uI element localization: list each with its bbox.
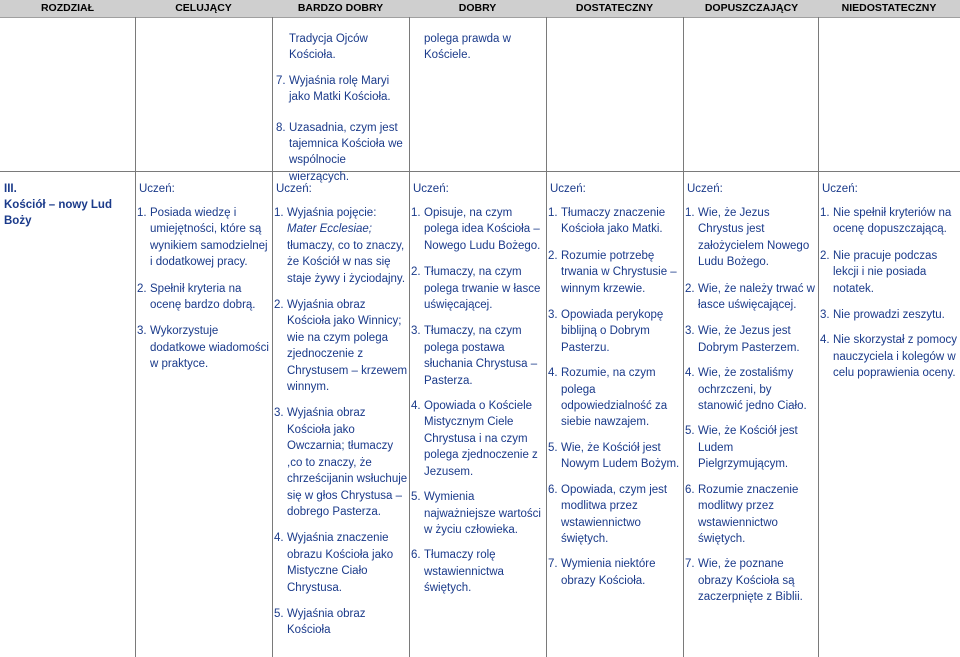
list-item <box>548 556 682 589</box>
list-item-number: 3. <box>820 309 830 322</box>
list-item-number: 1. <box>820 207 830 219</box>
list-item-number: 2. <box>137 282 147 295</box>
celujacy-cell <box>137 205 272 373</box>
list-item <box>820 248 960 297</box>
header-bardzo-dobry: BARDZO DOBRY <box>297 2 384 14</box>
list-item-text: Rozumie znaczenie modlitwy przez wstawiennictwo świętych. <box>698 483 799 545</box>
uczen-label: Uczeń: <box>550 183 586 195</box>
list-item-text: Wie, że Kościół jest Ludem Pielgrzymującym. <box>698 425 798 471</box>
list-item <box>548 307 682 356</box>
list-item-number: 1. <box>411 207 421 219</box>
list-item-text: Wyjaśnia obraz Kościoła <box>287 607 366 637</box>
list-item-text: Tłumaczy, na czym polega postawa słuchania Chrystusa – Pasterza. <box>424 325 538 387</box>
list-item-text: Rozumie, na czym polega odpowiedzialność za siebie nawzajem. <box>561 367 668 429</box>
list-item-number: 4. <box>820 334 830 347</box>
list-item <box>137 323 272 372</box>
latin-term: Mater Ecclesiae; <box>287 223 373 236</box>
column-divider <box>683 17 684 657</box>
list-item-text: Wie, że Jezus jest Dobrym Pasterzem. <box>698 325 800 354</box>
list-item-text: Rozumie potrzebę trwania w Chrystusie – winnym krzewie. <box>561 249 677 295</box>
list-item <box>685 482 818 548</box>
list-item-text: Wyjaśnia obraz Kościoła jako Winnicy; wie na czym polega zjednoczenie z Chrystusem – krzewem winnym. <box>287 299 408 394</box>
list-item <box>274 205 408 287</box>
list-item <box>411 264 545 313</box>
list-item <box>411 398 545 480</box>
list-item <box>274 606 408 639</box>
list-item-number: 7. <box>548 558 558 571</box>
section-number: III. <box>4 183 17 195</box>
list-item-number: 6. <box>548 483 558 496</box>
list-item-number: 4. <box>548 367 558 380</box>
list-item-text: Wie, że poznane obrazy Kościoła są zaczerpnięte z Biblii. <box>698 558 803 604</box>
uczen-label: Uczeń: <box>822 183 858 195</box>
list-item-number: 2. <box>274 299 284 312</box>
list-item-number: 4. <box>274 532 284 545</box>
list-item-number: 7. <box>276 74 286 87</box>
list-item-text: Tradycja Ojców Kościoła. <box>289 33 368 62</box>
dopuszczajacy-cell <box>685 205 818 606</box>
header-dobry: DOBRY <box>458 2 497 14</box>
list-item-text: Wyjaśnia pojęcie: Mater Ecclesiae; tłumaczy, co to znaczy, że Kościół w nas się staje żywy i życiodajny. <box>287 207 406 285</box>
list-item-text: Spełnił kryteria na ocenę bardzo dobrą. <box>150 282 256 312</box>
list-item-text: Tłumaczy, na czym polega trwanie w łasce uświęcającej. <box>424 266 541 312</box>
list-item <box>276 120 408 186</box>
header-niedostateczny: NIEDOSTATECZNY <box>841 2 937 14</box>
list-item <box>685 205 818 271</box>
list-item-text: Nie pracuje podczas lekcji i nie posiada notatek. <box>833 249 938 295</box>
list-item <box>685 281 818 314</box>
uczen-label: Uczeń: <box>687 183 723 195</box>
list-item-text: Wie, że zostaliśmy ochrzczeni, by stanowić jedno Ciało. <box>698 367 807 413</box>
list-item <box>411 205 545 254</box>
list-item-number: 7. <box>685 558 695 571</box>
list-item-number: 2. <box>820 249 830 262</box>
list-item <box>137 205 272 271</box>
list-item <box>685 423 818 472</box>
list-item-text: Tłumaczy znaczenie Kościoła jako Matki. <box>561 207 666 236</box>
list-item-text: Nie spełnił kryteriów na ocenę dopuszczającą. <box>833 207 952 236</box>
list-item <box>411 547 545 596</box>
section-name: Kościół – nowy Lud Boży <box>4 199 112 227</box>
list-item-number: 3. <box>685 325 695 338</box>
list-item-text: Posiada wiedzę i umiejętności, które są wynikiem samodzielnej i dodatkowej pracy. <box>150 207 268 269</box>
list-item-text: Wyjaśnia obraz Kościoła jako Owczarnia; tłumaczy ,co to znaczy, że chrześcijanin wsłuchuje się w głos Chrystusa – dobrego Pasterza. <box>287 407 408 518</box>
list-item <box>820 332 960 381</box>
header-dostateczny: DOSTATECZNY <box>575 2 654 14</box>
list-item <box>274 297 408 395</box>
list-item <box>548 248 682 297</box>
list-item-text: Wie, że Jezus Chrystus jest założycielem Nowego Ludu Bożego. <box>698 207 810 269</box>
list-item <box>274 405 408 520</box>
list-item-text: Tłumaczy rolę wstawiennictwa świętych. <box>424 549 504 595</box>
list-item-text: Nie skorzystał z pomocy nauczyciela i kolegów w celu poprawienia oceny. <box>833 334 957 380</box>
list-item <box>548 440 682 473</box>
column-divider <box>409 17 410 657</box>
list-item-number: 5. <box>685 425 695 438</box>
list-item-number: 1. <box>548 207 558 219</box>
section-title <box>4 181 134 229</box>
list-item-text: Wie, że należy trwać w łasce uświęcającej. <box>698 282 815 312</box>
list-item <box>685 556 818 605</box>
uczen-label: Uczeń: <box>139 183 175 195</box>
uczen-label: Uczeń: <box>276 183 312 195</box>
list-item-text: Wyjaśnia znaczenie obrazu Kościoła jako Mistyczne Ciało Chrystusa. <box>287 532 394 594</box>
list-item-number: 8. <box>276 121 286 134</box>
list-item-number: 5. <box>548 441 558 454</box>
list-item-text: Opisuje, na czym polega idea Kościoła – Nowego Ludu Bożego. <box>424 207 541 252</box>
list-item <box>137 281 272 314</box>
list-item-number: 5. <box>411 491 421 504</box>
dobry-top-cell: polega prawda w Kościele. <box>424 33 511 62</box>
list-item-text: Wymienia niektóre obrazy Kościoła. <box>561 558 656 587</box>
list-item-number: 1. <box>137 207 147 219</box>
table-header <box>0 0 960 18</box>
list-item-number: 4. <box>685 367 695 380</box>
list-item-number: 3. <box>137 325 147 338</box>
list-item-text: Wymienia najważniejsze wartości w życiu człowieka. <box>424 491 541 536</box>
header-celujacy: CELUJĄCY <box>175 2 232 14</box>
list-item-text: Opowiada o Kościele Mistycznym Ciele Chrystusa i na czym polega zjednoczenie z Jezusem. <box>424 400 538 478</box>
list-item-text: Opowiada, czym jest modlitwa przez wstawiennictwo świętych. <box>561 483 668 545</box>
niedostateczny-cell <box>820 205 960 382</box>
column-divider <box>135 17 136 657</box>
bardzo-dobry-top-cell <box>276 31 408 185</box>
list-item-number: 2. <box>548 249 558 262</box>
bardzo-dobry-cell <box>274 205 408 639</box>
list-item <box>274 530 408 596</box>
list-item <box>411 489 545 538</box>
dobry-cell <box>411 205 545 597</box>
list-item-text: Wyjaśnia rolę Maryi jako Matki Kościoła. <box>289 74 391 104</box>
list-item <box>411 323 545 389</box>
list-item-number: 2. <box>685 282 695 295</box>
list-item-number: 3. <box>274 407 284 420</box>
list-item <box>548 205 682 238</box>
header-rozdzial: ROZDZIAŁ <box>40 2 95 14</box>
header-dopuszczajacy: DOPUSZCZAJĄCY <box>704 2 799 14</box>
list-item-number: 6. <box>685 483 695 496</box>
list-item-text: Nie prowadzi zeszytu. <box>833 309 945 322</box>
list-item <box>820 205 960 238</box>
list-item <box>276 73 408 106</box>
list-item-number: 3. <box>411 325 421 338</box>
list-item-number: 1. <box>685 207 695 219</box>
list-item-number: 3. <box>548 309 558 322</box>
list-item <box>548 365 682 431</box>
uczen-label: Uczeń: <box>413 183 449 195</box>
column-divider <box>272 17 273 657</box>
list-item <box>685 323 818 356</box>
list-item <box>548 482 682 548</box>
list-item-number: 6. <box>411 549 421 562</box>
list-item-number: 2. <box>411 266 421 279</box>
row-divider <box>0 171 960 172</box>
dostateczny-cell <box>548 205 682 589</box>
list-item-number: 4. <box>411 400 421 413</box>
list-item <box>820 307 960 323</box>
list-item-text: Uzasadnia, czym jest tajemnica Kościoła we wspólnocie wierzących. <box>289 121 403 183</box>
list-item-number: 5. <box>274 607 284 620</box>
list-item-text: Wykorzystuje dodatkowe wiadomości w praktyce. <box>150 325 269 371</box>
list-item-text: Opowiada perykopę biblijną o Dobrym Pasterzu. <box>561 309 664 354</box>
column-divider <box>546 17 547 657</box>
column-divider <box>818 17 819 657</box>
list-item <box>685 365 818 414</box>
list-item-number: 1. <box>274 207 284 219</box>
list-item-text: Wie, że Kościół jest Nowym Ludem Bożym. <box>561 441 680 471</box>
list-item <box>276 31 408 64</box>
